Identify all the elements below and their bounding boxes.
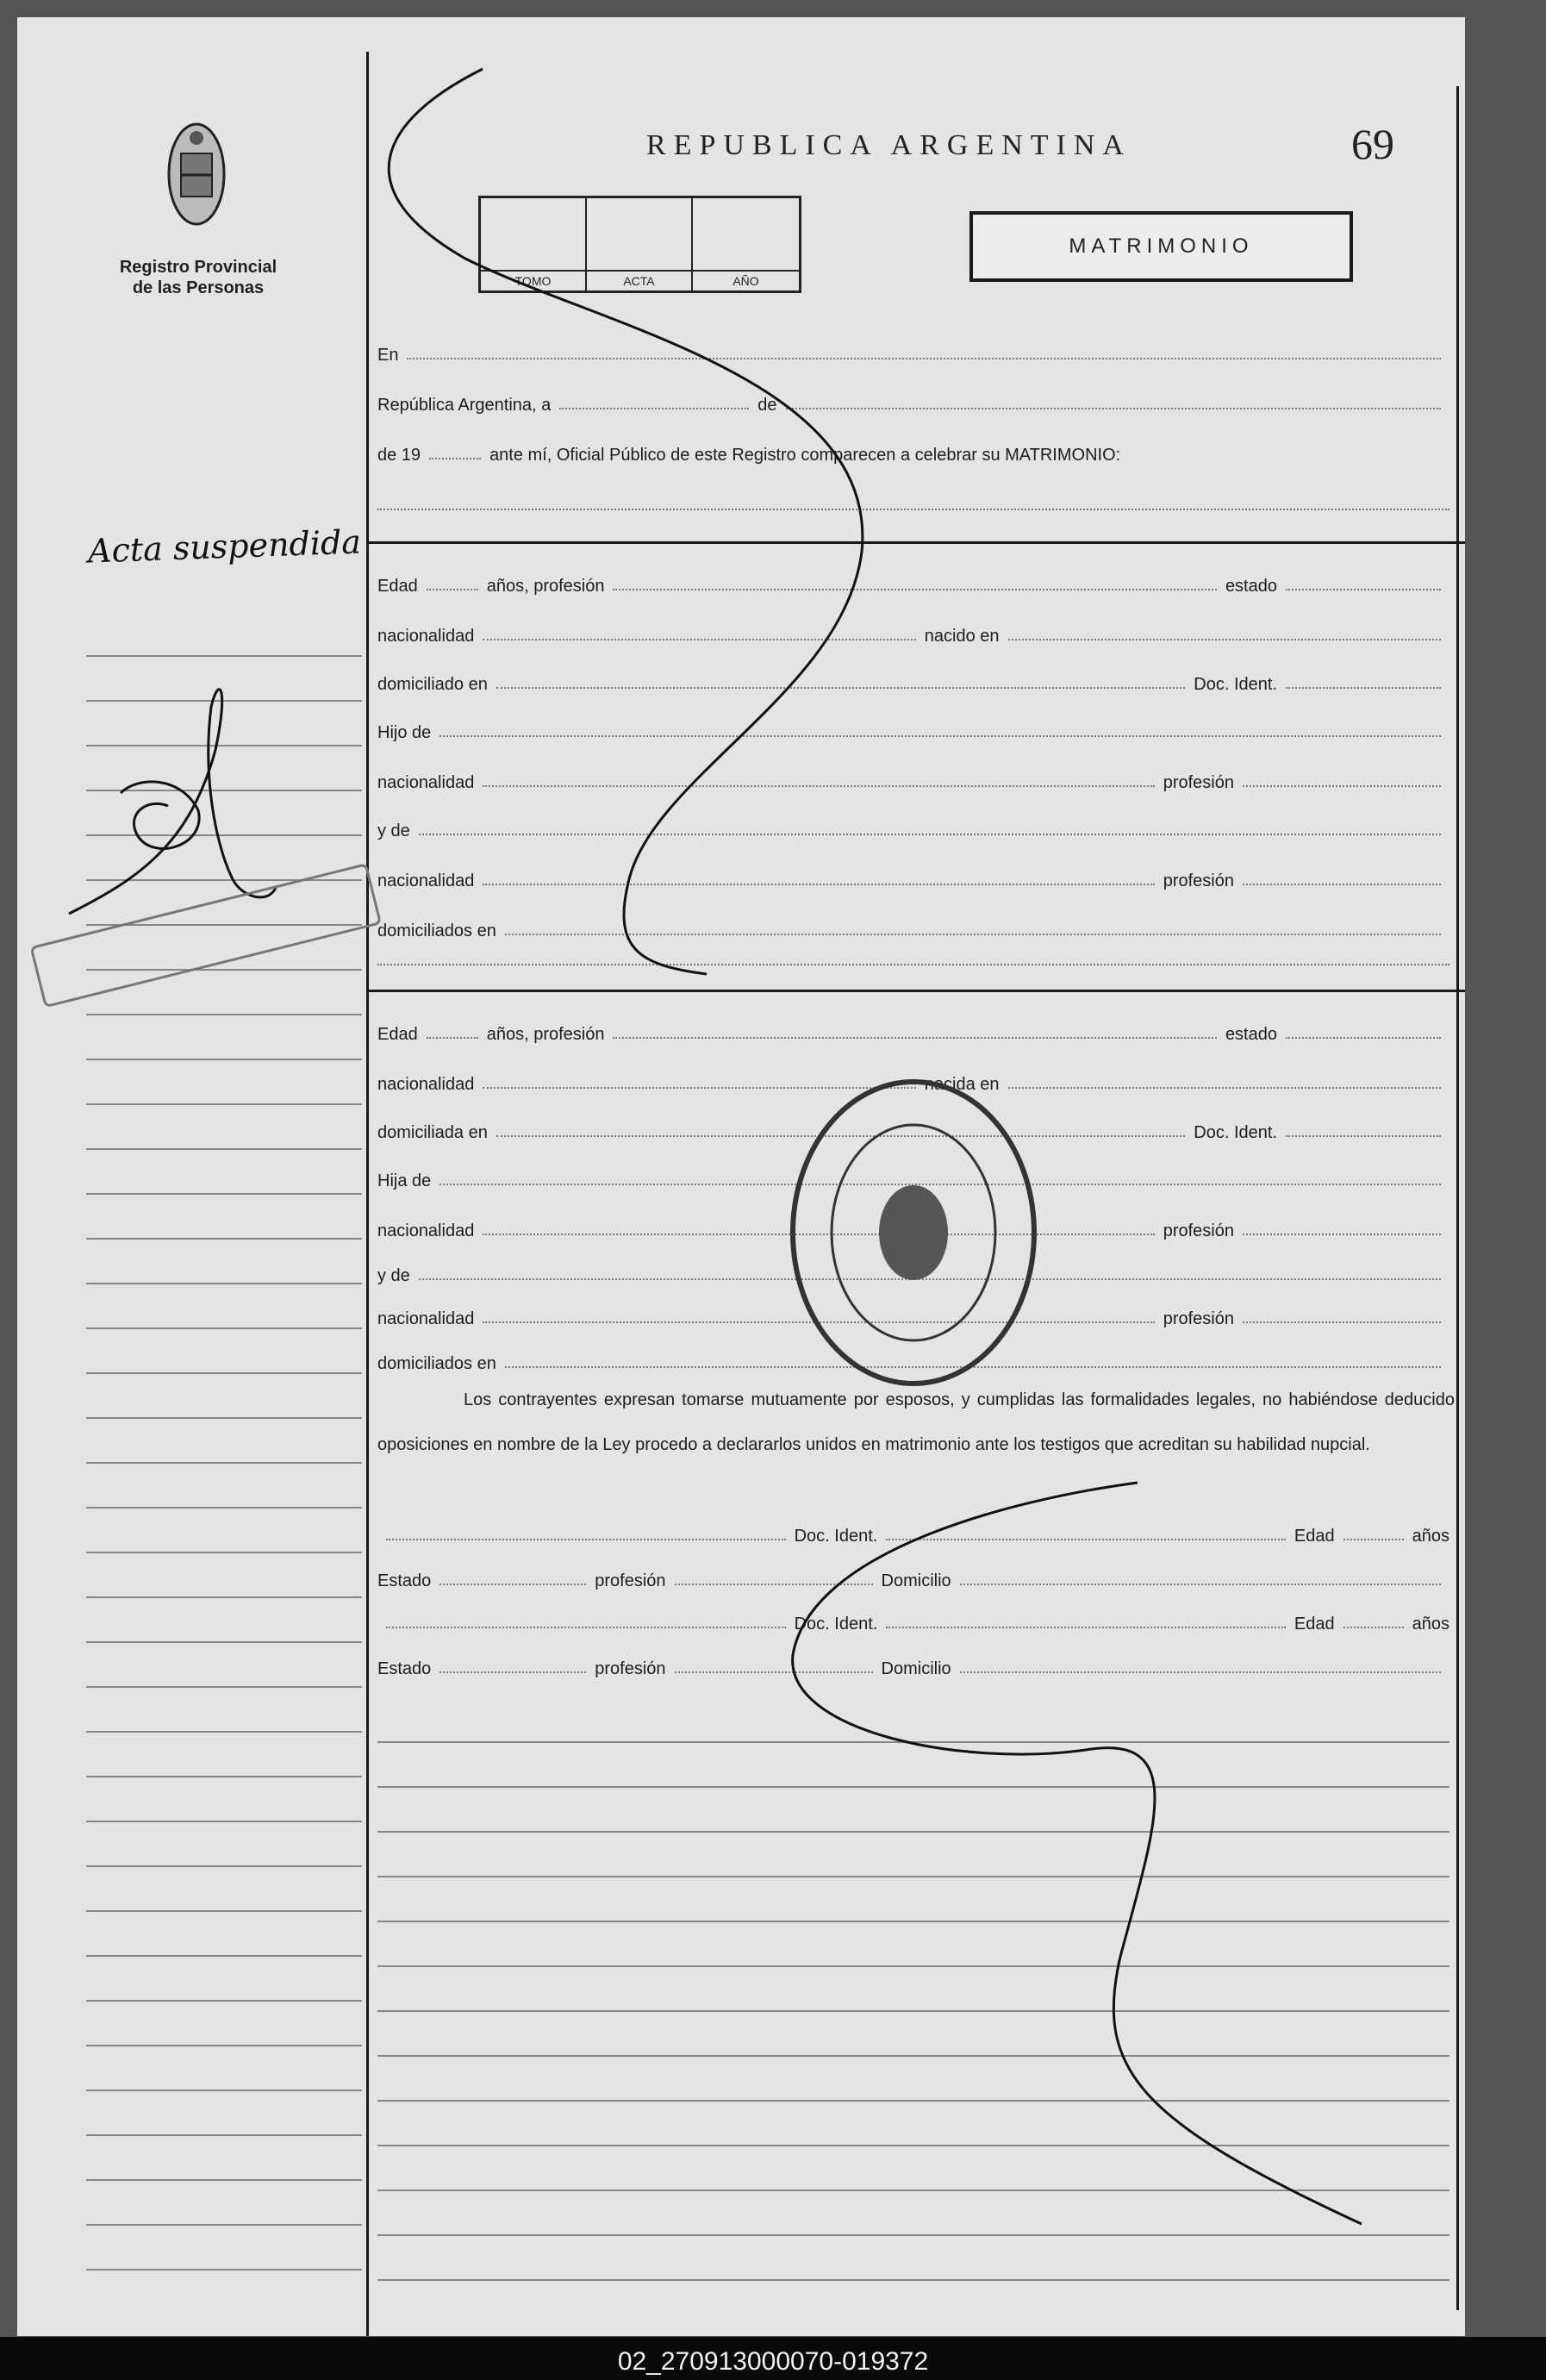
witness1-anos-label: años	[1412, 1527, 1449, 1546]
bride-nacionalidad2-label: nacionalidad	[377, 1221, 475, 1240]
bride-nacida-label: nacida en	[924, 1075, 1000, 1094]
witness1-edad-label: Edad	[1294, 1527, 1335, 1546]
groom-doc-label: Doc. Ident.	[1194, 675, 1277, 694]
witness2-estado-label: Estado	[377, 1659, 432, 1678]
acta-label: ACTA	[587, 270, 693, 290]
witness1-estado-label: Estado	[377, 1571, 432, 1590]
page-number: 69	[1351, 120, 1394, 168]
footer-code: 02_270913000070-019372	[617, 2347, 929, 2376]
witness1-profesion-label: profesión	[595, 1571, 666, 1590]
intro-year-label: de 19	[377, 446, 421, 465]
document-title: REPUBLICA ARGENTINA	[646, 129, 1131, 161]
bride-hija-label: Hija de	[377, 1171, 432, 1190]
ano-label: AÑO	[693, 270, 799, 290]
witness2-profesion-label: profesión	[595, 1659, 666, 1678]
bride-yde-label: y de	[377, 1266, 410, 1285]
bride-edad-label: Edad	[377, 1025, 418, 1044]
record-type-box: MATRIMONIO	[969, 211, 1353, 282]
certificate-page	[17, 17, 1465, 2336]
intro-statement: ante mí, Oficial Público de este Registro comparecen a celebrar su MATRIMONIO:	[489, 446, 1121, 465]
bride-profesion-label: años, profesión	[486, 1025, 605, 1044]
bride-profesion3-label: profesión	[1163, 1309, 1234, 1328]
witness2-doc-label: Doc. Ident.	[794, 1615, 878, 1634]
groom-domicilio-label: domiciliado en	[377, 675, 488, 694]
intro-en-label: En	[377, 346, 399, 365]
groom-profesion-label: años, profesión	[486, 577, 605, 596]
declaration-text: Los contrayentes expresan tomarse mutuamente por esposos, y cumplidas las formalidades legales, no habiéndose deducido oposiciones en nombre de la Ley procedo a declararlos unidos en matrimonio ante los testigos que acreditan su habilidad nupcial.	[377, 1390, 1455, 1454]
groom-nacido-label: nacido en	[924, 627, 1000, 646]
groom-domiciliados-label: domiciliados en	[377, 921, 496, 940]
bride-profesion2-label: profesión	[1163, 1221, 1234, 1240]
intro-de-label: de	[757, 396, 777, 415]
bride-doc-label: Doc. Ident.	[1194, 1123, 1277, 1142]
groom-yde-label: y de	[377, 821, 410, 840]
witness2-edad-label: Edad	[1294, 1615, 1335, 1634]
bride-domicilio-label: domiciliada en	[377, 1123, 488, 1142]
margin-annotation: Acta suspendida	[87, 522, 362, 571]
groom-edad-label: Edad	[377, 577, 418, 596]
groom-estado-label: estado	[1225, 577, 1277, 596]
groom-nacionalidad3-label: nacionalidad	[377, 871, 475, 890]
groom-profesion3-label: profesión	[1163, 871, 1234, 890]
groom-profesion2-label: profesión	[1163, 773, 1234, 792]
tomo-label: TOMO	[481, 270, 587, 290]
groom-nacionalidad2-label: nacionalidad	[377, 773, 475, 792]
witness2-anos-label: años	[1412, 1615, 1449, 1634]
groom-nacionalidad-label: nacionalidad	[377, 627, 475, 646]
footer-bar	[0, 2337, 1546, 2380]
bride-estado-label: estado	[1225, 1025, 1277, 1044]
groom-hijo-label: Hijo de	[377, 723, 432, 742]
registry-name: Registro Provincial de las Personas	[119, 258, 277, 297]
witness1-doc-label: Doc. Ident.	[794, 1527, 878, 1546]
bride-domiciliados-label: domiciliados en	[377, 1354, 496, 1373]
intro-country-label: República Argentina, a	[377, 396, 552, 415]
witness1-domicilio-label: Domicilio	[881, 1571, 951, 1590]
cancellation-stroke	[17, 17, 1465, 2336]
bride-nacionalidad-label: nacionalidad	[377, 1075, 475, 1094]
witness2-domicilio-label: Domicilio	[881, 1659, 951, 1678]
bride-nacionalidad3-label: nacionalidad	[377, 1309, 475, 1328]
